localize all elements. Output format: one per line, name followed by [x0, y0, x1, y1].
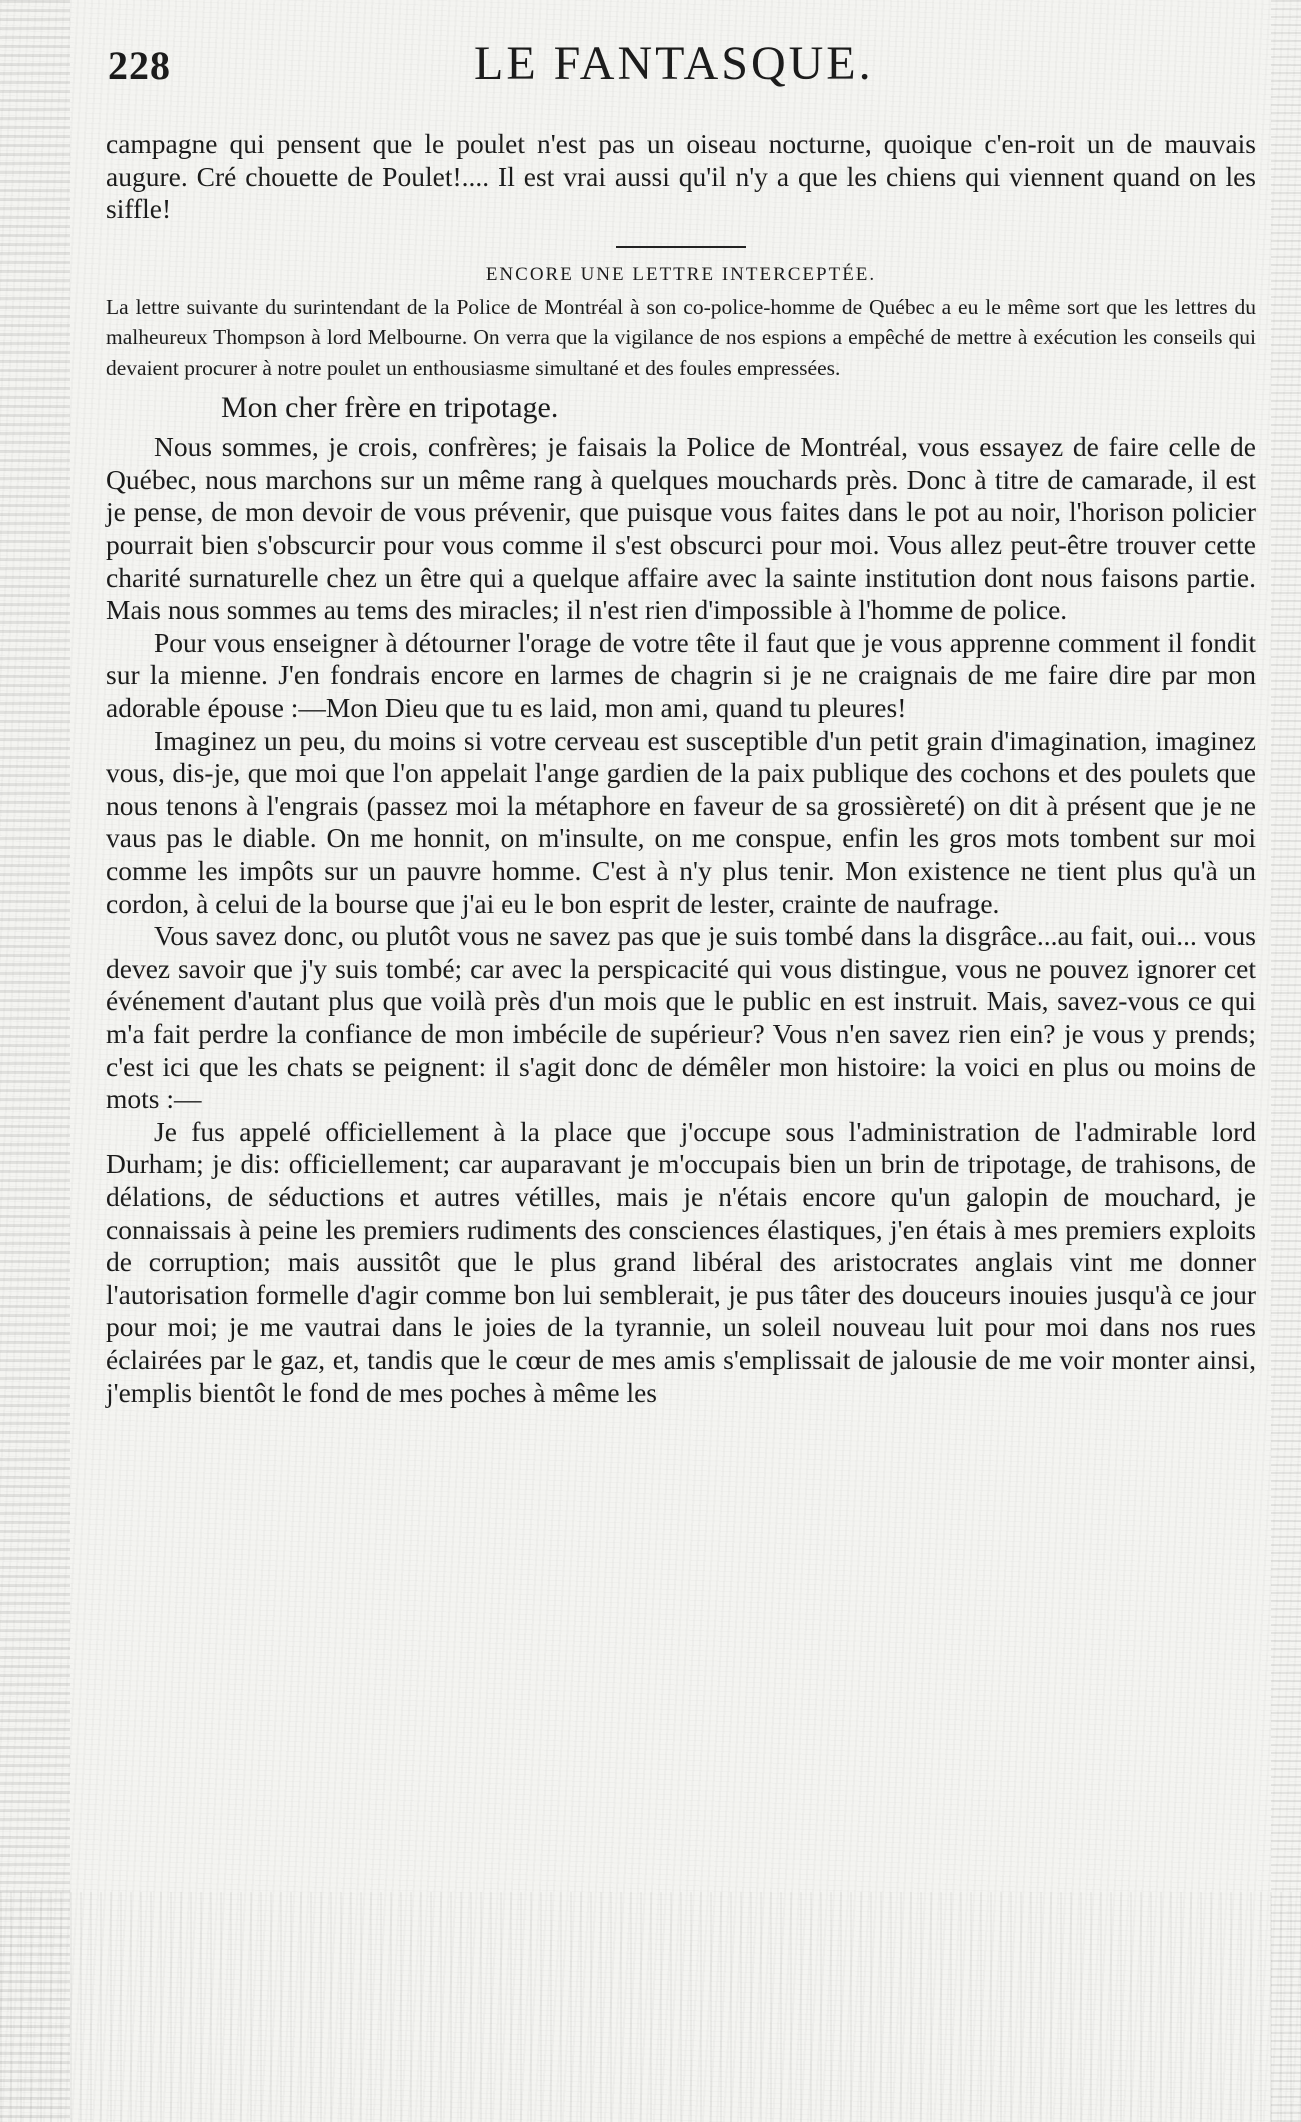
opening-paragraph: campagne qui pensent que le poulet n'est pas un oiseau nocturne, quoique c'en-roit un de mauvais augure. Cré chouette de Poulet!.... Il est vrai aussi qu'il n'y a que les chiens qui viennent quand on les siffle! [106, 128, 1256, 225]
letter-paragraph: Je fus appelé officiellement à la place que j'occupe sous l'administration de l'admirable lord Durham; je dis: officiellement; car auparavant je m'occupais bien un brin de tripotage, de trahisons, de délations, de séductions et autres vétilles, mais je n'étais encore qu'un galopin de mouchard, je connaissais à peine les premiers rudiments des consciences élastiques, j'en étais à mes premiers exploits de corruption; mais aussitôt que le plus grand libéral des aristocrates anglais vint me donner l'autorisation formelle d'agir comme bon lui semblerait, je pus tâter des douceurs inouies jusqu'à ce jour pour moi; je me vautrai dans le joies de la tyrannie, un soleil nouveau luit pour moi dans nos rues éclairées par le gaz, et, tandis que le cœur de mes amis s'emplissait de jalousie de me voir monter ainsi, j'emplis bientôt le fond de mes poches à même les [106, 1115, 1256, 1408]
scan-noise-left-edge [0, 0, 70, 2122]
letter-salutation: Mon cher frère en tripotage. [221, 391, 559, 425]
letter-paragraph: Nous sommes, je crois, confrères; je faisais la Police de Montréal, vous essayez de faire celle de Québec, nous marchons sur un même rang à quelques mouchards près. Donc à titre de camarade, il est je pense, de mon devoir de vous prévenir, que puisque vous faites dans le pot au noir, l'horison policier pourrait bien s'obscurcir pour vous comme il s'est obscurci pour moi. Vous allez peut-être trouver cette charité surnaturelle chez un être qui a quelque affaire avec la sainte institution dont nous faisons partie. Mais nous sommes au tems des miracles; il n'est rien d'impossible à l'homme de police. [106, 431, 1256, 626]
letter-paragraph: Vous savez donc, ou plutôt vous ne savez pas que je suis tombé dans la disgrâce...au fait, oui... vous devez savoir que j'y suis tombé; car avec la perspicacité qui vous distingue, vous ne pouvez ignorer cet événement d'autant plus que voilà près d'un mois que le public en est instruit. Mais, savez-vous ce qui m'a fait perdre la confiance de mon imbécile de supérieur? Vous n'en savez rien ein? je vous y prends; c'est ici que les chats se peignent: il s'agit donc de démêler mon histoire: la voici en plus ou moins de mots :— [106, 920, 1256, 1115]
page-header [108, 36, 1268, 96]
journal-title: LE FANTASQUE. [474, 37, 874, 90]
section-divider [616, 246, 746, 248]
scan-noise-bottom [0, 1892, 1301, 2122]
letter-paragraph: Pour vous enseigner à détourner l'orage de votre tête il faut que je vous apprenne comment il fondit sur la mienne. J'en fondrais encore en larmes de chagrin si je ne craignais de me faire dire par mon adorable épouse :—Mon Dieu que tu es laid, mon ami, quand tu pleures! [106, 626, 1256, 724]
section-heading: ENCORE UNE LETTRE INTERCEPTÉE. [485, 263, 877, 285]
scan-noise-right-edge [1271, 0, 1301, 2122]
section-intro: La lettre suivante du surintendant de la Police de Montréal à son co-police-homme de Québec a eu le même sort que les lettres du malheureux Thompson à lord Melbourne. On verra que la vigilance de nos espions a empêché de mettre à exécution les conseils qui devaient procurer à notre poulet un enthousiasme simultané et des foules empressées. [106, 294, 1256, 380]
letter-paragraph: Imaginez un peu, du moins si votre cerveau est susceptible d'un petit grain d'imagination, imaginez vous, dis-je, que moi que l'on appelait l'ange gardien de la paix publique des cochons et des poulets que nous tenons à l'engrais (passez moi la métaphore en faveur de sa grossièreté) on dit à présent que je ne vaus pas le diable. On me honnit, on m'insulte, on me conspue, enfin les gros mots tombent sur moi comme les impôts sur un pauvre homme. C'est à n'y plus tenir. Mon existence ne tient plus qu'à un cordon, à celui de la bourse que j'ai eu le bon esprit de lester, crainte de naufrage. [106, 724, 1256, 919]
page-number: 228 [108, 43, 171, 88]
article-column [106, 128, 1256, 1409]
